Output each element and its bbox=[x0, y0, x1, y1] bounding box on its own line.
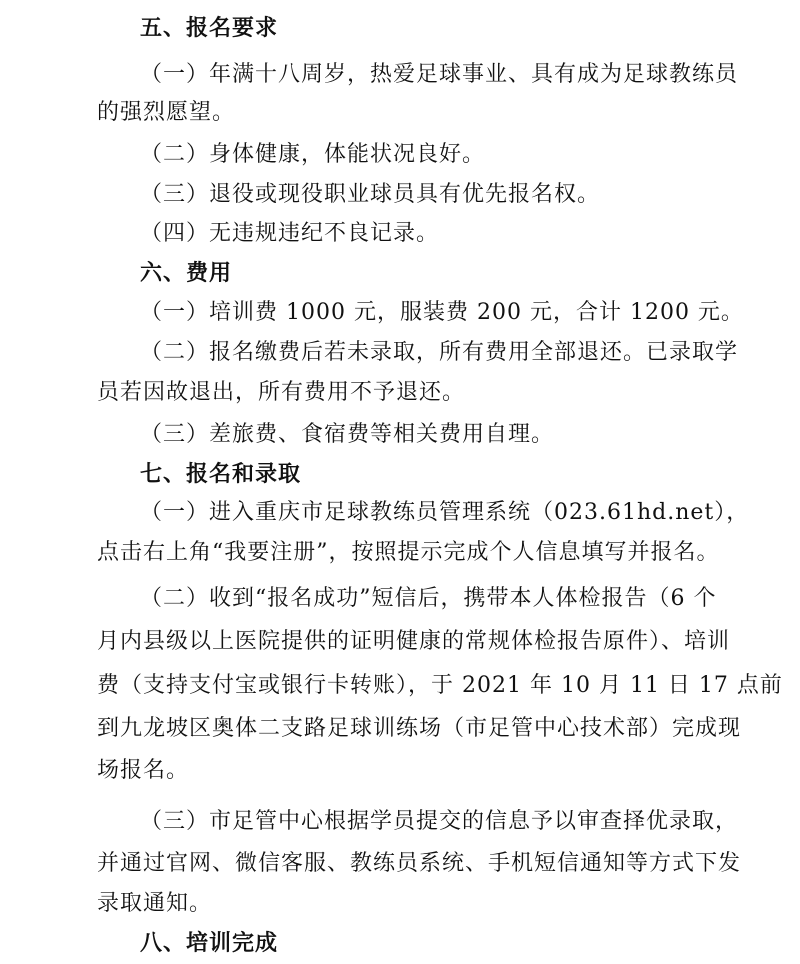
paragraph-line: （二）收到“报名成功”短信后，携带本人体检报告（6 个 bbox=[140, 586, 717, 611]
paragraph-line: 录取通知。 bbox=[97, 891, 213, 916]
paragraph-line: 的强烈愿望。 bbox=[97, 100, 236, 125]
paragraph-line: 员若因故退出，所有费用不予退还。 bbox=[97, 380, 466, 405]
paragraph-line: 场报名。 bbox=[97, 758, 190, 783]
paragraph-line: 并通过官网、微信客服、教练员系统、手机短信通知等方式下发 bbox=[97, 851, 742, 876]
paragraph-line: （三）差旅费、食宿费等相关费用自理。 bbox=[140, 422, 555, 447]
paragraph-line: （一）进入重庆市足球教练员管理系统（023.61hd.net）， bbox=[140, 500, 750, 525]
section-heading-7: 七、报名和录取 bbox=[140, 462, 302, 487]
paragraph-line: 点击右上角“我要注册”，按照提示完成个人信息填写并报名。 bbox=[97, 540, 720, 565]
paragraph-line: （一）年满十八周岁，热爱足球事业、具有成为足球教练员 bbox=[140, 62, 739, 87]
paragraph-line: 月内县级以上医院提供的证明健康的常规体检报告原件）、培训 bbox=[97, 629, 731, 654]
section-heading-8: 八、培训完成 bbox=[140, 931, 279, 956]
paragraph-line: 费（支持支付宝或银行卡转账），于 2021 年 10 月 11 日 17 点前 bbox=[97, 673, 783, 698]
paragraph-line: （三）市足管中心根据学员提交的信息予以审查择优录取， bbox=[140, 809, 739, 834]
paragraph-line: （二）身体健康，体能状况良好。 bbox=[140, 142, 486, 167]
paragraph-line: （一）培训费 1000 元，服装费 200 元，合计 1200 元。 bbox=[140, 300, 744, 325]
paragraph-line: （四）无违规违纪不良记录。 bbox=[140, 221, 440, 246]
paragraph-line: （二）报名缴费后若未录取，所有费用全部退还。已录取学 bbox=[140, 340, 739, 365]
section-heading-5: 五、报名要求 bbox=[140, 16, 279, 41]
section-heading-6: 六、费用 bbox=[140, 261, 233, 286]
paragraph-line: （三）退役或现役职业球员具有优先报名权。 bbox=[140, 182, 601, 207]
paragraph-line: 到九龙坡区奥体二支路足球训练场（市足管中心技术部）完成现 bbox=[97, 716, 742, 741]
